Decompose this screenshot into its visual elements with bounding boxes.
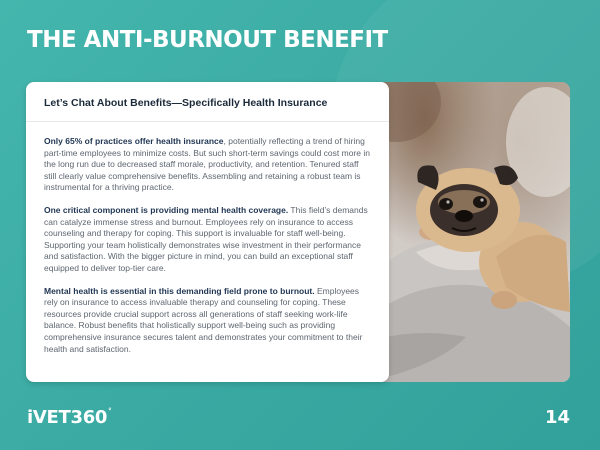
paragraph-1: [44, 136, 371, 194]
card-header: [26, 82, 389, 122]
card-heading: Let’s Chat About Benefits—Specifically Health Insurance: [44, 97, 328, 109]
brand-logo: [27, 407, 111, 428]
paragraph-3-lead: Mental health is essential in this demanding field prone to burnout.: [44, 285, 315, 296]
page-number: 14: [544, 407, 570, 428]
paragraph-2: [44, 205, 371, 275]
brand-logo-mark: °: [108, 407, 112, 415]
brand-logo-text: iVET360: [27, 407, 108, 428]
pug-photo: [376, 82, 570, 382]
paragraph-2-lead: One critical component is providing mental health coverage.: [44, 204, 289, 215]
paragraph-1-text: , potentially reflecting a trend of hiring part-time employees to minimize costs. But such short-term savings could cost more in the long run due to decreased staff morale, productivity, and retention. Tenured staff still clearly value comprehensive benefits. Assembling and retaining a robust team is instrumental for a thriving practice.: [44, 136, 370, 193]
paragraph-3-text: Employees rely on insurance to access invaluable therapy and counseling for coping. These resources provide crucial support across all generations of staff seeking work-life balance. Robust benefits that holistically support well-being such as providing comprehensive insurance secures talent and demonstrates your commitment to their health and satisfaction.: [44, 285, 363, 354]
paragraph-1-lead: Only 65% of practices offer health insurance: [44, 136, 224, 146]
paragraph-2-text: This field’s demands can catalyze immense stress and burnout. Employees rely on insurance to access counseling and therapy for coping. This support is invaluable for staff well-being. Supporting your team holistically demonstrates wise investment in their performance and satisfaction. With the bigger picture in mind, you can build an exceptional staff equipped to deliver top-tier care.: [44, 204, 368, 273]
pug-on-couch-illustration: [376, 82, 570, 382]
card-body: [26, 122, 389, 355]
slide-title: THE ANTI-BURNOUT BENEFIT: [27, 27, 388, 53]
paragraph-3: [44, 286, 371, 356]
content-card: [26, 82, 389, 382]
